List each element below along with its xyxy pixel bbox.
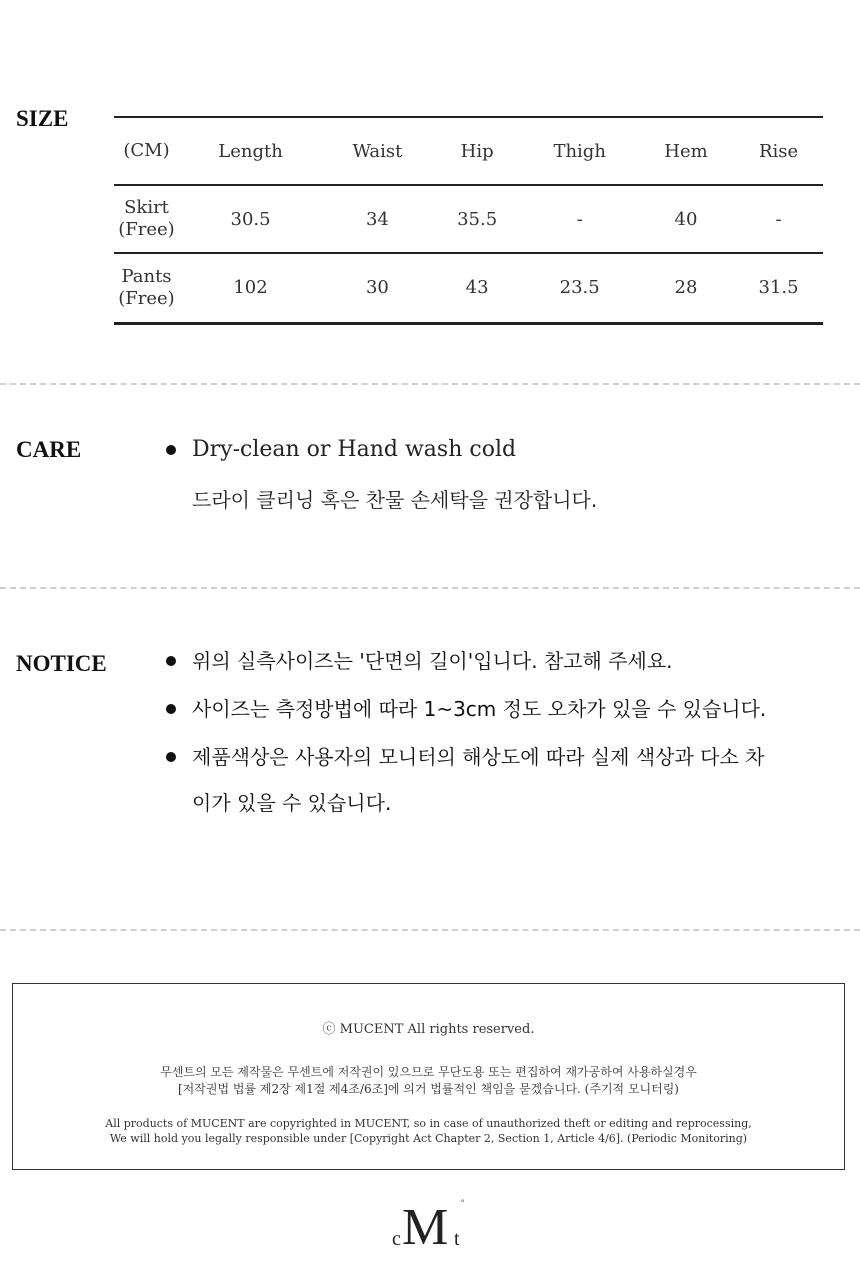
section-divider [0, 383, 860, 385]
logo-dot: ° [461, 1198, 465, 1207]
copyright-english [13, 1116, 844, 1146]
copyright-title: ⓒ MUCENT All rights reserved. [322, 1022, 535, 1037]
list-item: 위의 실측사이즈는 '단면의 길이'입니다. 참고해 주세요. [166, 638, 776, 684]
cell-thigh: - [576, 208, 583, 230]
care-list [166, 425, 597, 526]
cell-waist: 34 [365, 208, 389, 230]
row-label [114, 253, 179, 323]
copyright-korean-line2: [저작권법 법률 제2장 제1절 제4조/6조]에 의거 법률적인 책임을 묻겠습니다. (주기적 모니터링) [178, 1082, 679, 1096]
size-table-header-row [114, 117, 823, 185]
row-label-line2: (Free) [118, 287, 175, 309]
section-divider [0, 929, 860, 931]
notice-list [166, 638, 776, 828]
brand-logo [392, 1198, 472, 1268]
table-row [114, 253, 823, 323]
care-english: Dry-clean or Hand wash cold [192, 437, 517, 462]
size-table [114, 116, 823, 325]
copyright-english-line1: All products of MUCENT are copyrighted in MUCENT, so in case of unauthorized theft or editing and reprocessing, [105, 1117, 752, 1130]
header-hem: Hem [664, 140, 708, 162]
header-waist: Waist [352, 140, 403, 162]
cell-length: 102 [233, 277, 268, 299]
table-row [114, 185, 823, 253]
logo-letter-c: c [392, 1228, 401, 1250]
cell-hem: 40 [674, 208, 698, 230]
cell-hip: 35.5 [457, 208, 498, 230]
notice-heading: NOTICE [16, 651, 107, 676]
cell-hip: 43 [465, 277, 489, 299]
section-divider [0, 587, 860, 589]
size-heading: SIZE [16, 106, 69, 131]
copyright-korean [13, 1064, 844, 1098]
cell-hem: 28 [674, 277, 698, 299]
cell-waist: 30 [365, 277, 389, 299]
care-heading: CARE [16, 437, 82, 462]
header-thigh: Thigh [553, 140, 606, 162]
logo-letter-t: t [454, 1228, 460, 1250]
logo-letter-m: M [402, 1199, 449, 1256]
cell-rise: - [775, 208, 782, 230]
copyright-english-line2: We will hold you legally responsible under [Copyright Act Chapter 2, Section 1, Article 4/6]. (Periodic Monitoring) [109, 1132, 748, 1145]
list-item: 사이즈는 측정방법에 따라 1~3cm 정도 오차가 있을 수 있습니다. [166, 686, 776, 732]
row-label-line1: Skirt [124, 197, 169, 218]
row-label [114, 185, 179, 253]
copyright-box [12, 983, 845, 1170]
copyright-korean-line1: 무센트의 모든 제작물은 무센트에 저작권이 있으므로 무단도용 또는 편집하여 재가공하여 사용하실경우 [160, 1065, 697, 1079]
care-korean: 드라이 클리닝 혹은 찬물 손세탁을 권장합니다. [192, 488, 598, 512]
header-rise: Rise [758, 140, 799, 162]
cell-thigh: 23.5 [559, 277, 600, 299]
header-hip: Hip [460, 140, 494, 162]
row-label-line2: (Free) [118, 219, 175, 240]
header-unit: (CM) [123, 140, 170, 161]
list-item: 제품색상은 사용자의 모니터의 해상도에 따라 실제 색상과 다소 차이가 있을 수 있습니다. [166, 734, 776, 826]
list-item [166, 425, 597, 526]
cell-length: 30.5 [230, 208, 271, 230]
header-length: Length [218, 140, 283, 162]
row-label-line1: Pants [121, 265, 172, 287]
cell-rise: 31.5 [758, 277, 799, 299]
